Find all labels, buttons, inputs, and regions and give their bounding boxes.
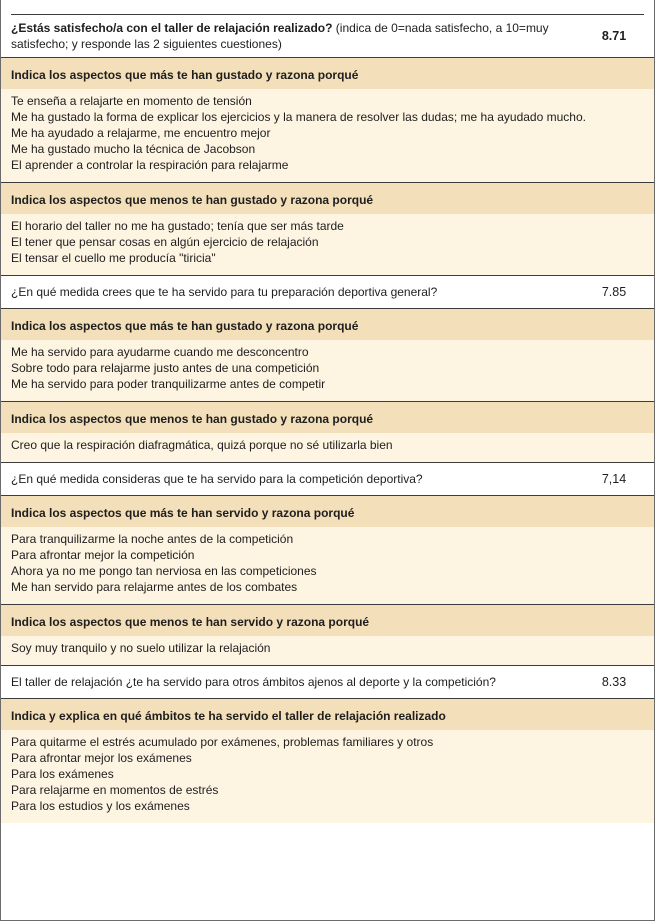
response-list [1, 433, 654, 462]
question-row [1, 665, 654, 698]
sub-heading: Indica los aspectos que menos te han gustado y razona porqué [1, 401, 654, 433]
response-list [1, 340, 654, 401]
response-item: Para tranquilizarme la noche antes de la competición [11, 532, 294, 546]
question-rest-text: ¿En qué medida consideras que te ha servido para la competición deportiva? [11, 472, 423, 486]
response-item: Me ha servido para ayudarme cuando me desconcentro [11, 345, 309, 359]
response-item: Te enseña a relajarte en momento de tensión [11, 94, 252, 108]
sub-heading: Indica los aspectos que más te han servido y razona porqué [1, 495, 654, 527]
question-text [11, 284, 584, 300]
score-value: 7,14 [601, 472, 627, 486]
top-rule [11, 0, 644, 15]
response-item: Para quitarme el estrés acumulado por exámenes, problemas familiares y otros [11, 735, 434, 749]
response-item: Me ha ayudado a relajarme, me encuentro mejor [11, 126, 271, 140]
question-text [11, 471, 584, 487]
response-item: Me ha servido para poder tranquilizarme antes de competir [11, 377, 326, 391]
question-bold-text: ¿Estás satisfecho/a con el taller de relajación realizado? [11, 21, 333, 35]
question-row [1, 462, 654, 495]
sub-heading: Indica los aspectos que menos te han gustado y razona porqué [1, 182, 654, 214]
question-line [11, 666, 644, 698]
response-item: Para relajarme en momentos de estrés [11, 783, 219, 797]
question-text [11, 20, 584, 52]
sub-heading: Indica los aspectos que más te han gustado y razona porqué [1, 57, 654, 89]
sub-heading: Indica los aspectos que menos te han servido y razona porqué [1, 604, 654, 636]
score-value: 8.33 [601, 675, 627, 689]
response-item: Sobre todo para relajarme justo antes de una competición [11, 361, 320, 375]
response-item: El tensar el cuello me producía "tiricia" [11, 251, 216, 265]
question-text [11, 674, 584, 690]
question-line [11, 15, 644, 57]
sub-heading: Indica los aspectos que más te han gustado y razona porqué [1, 308, 654, 340]
response-item: Para afrontar mejor la competición [11, 548, 195, 562]
response-item: El horario del taller no me ha gustado; tenía que ser más tarde [11, 219, 344, 233]
score-value: 7.85 [601, 285, 627, 299]
score-value: 8.71 [601, 29, 627, 43]
response-item: Ahora ya no me pongo tan nerviosa en las competiciones [11, 564, 317, 578]
response-item: Me ha gustado mucho la técnica de Jacobson [11, 142, 256, 156]
response-list [1, 89, 654, 182]
sub-heading: Indica y explica en qué ámbitos te ha servido el taller de relajación realizado [1, 698, 654, 730]
response-item: Me han servido para relajarme antes de los combates [11, 580, 298, 594]
response-list [1, 730, 654, 823]
question-row [1, 15, 654, 57]
response-item: Creo que la respiración diafragmática, quizá porque no sé utilizarla bien [11, 438, 393, 452]
question-line [11, 463, 644, 495]
question-row [1, 275, 654, 308]
response-item: Para los exámenes [11, 767, 114, 781]
question-line [11, 276, 644, 308]
question-rest-text: (indica de 0=nada satisfecho, a 10=muy satisfecho; y responde las 2 siguientes cuestiones) [11, 21, 549, 51]
response-list [1, 214, 654, 275]
response-item: El tener que pensar cosas en algún ejercicio de relajación [11, 235, 319, 249]
response-item: Soy muy tranquilo y no suelo utilizar la relajación [11, 641, 271, 655]
response-item: Me ha gustado la forma de explicar los ejercicios y la manera de resolver las dudas; me ha ayudado mucho. [11, 110, 586, 124]
question-rest-text: El taller de relajación ¿te ha servido para otros ámbitos ajenos al deporte y la competición? [11, 675, 496, 689]
response-item: Para los estudios y los exámenes [11, 799, 190, 813]
response-list [1, 527, 654, 604]
response-item: El aprender a controlar la respiración para relajarme [11, 158, 289, 172]
table-body [1, 15, 654, 823]
response-item: Para afrontar mejor los exámenes [11, 751, 192, 765]
response-list [1, 636, 654, 665]
question-rest-text: ¿En qué medida crees que te ha servido para tu preparación deportiva general? [11, 285, 438, 299]
